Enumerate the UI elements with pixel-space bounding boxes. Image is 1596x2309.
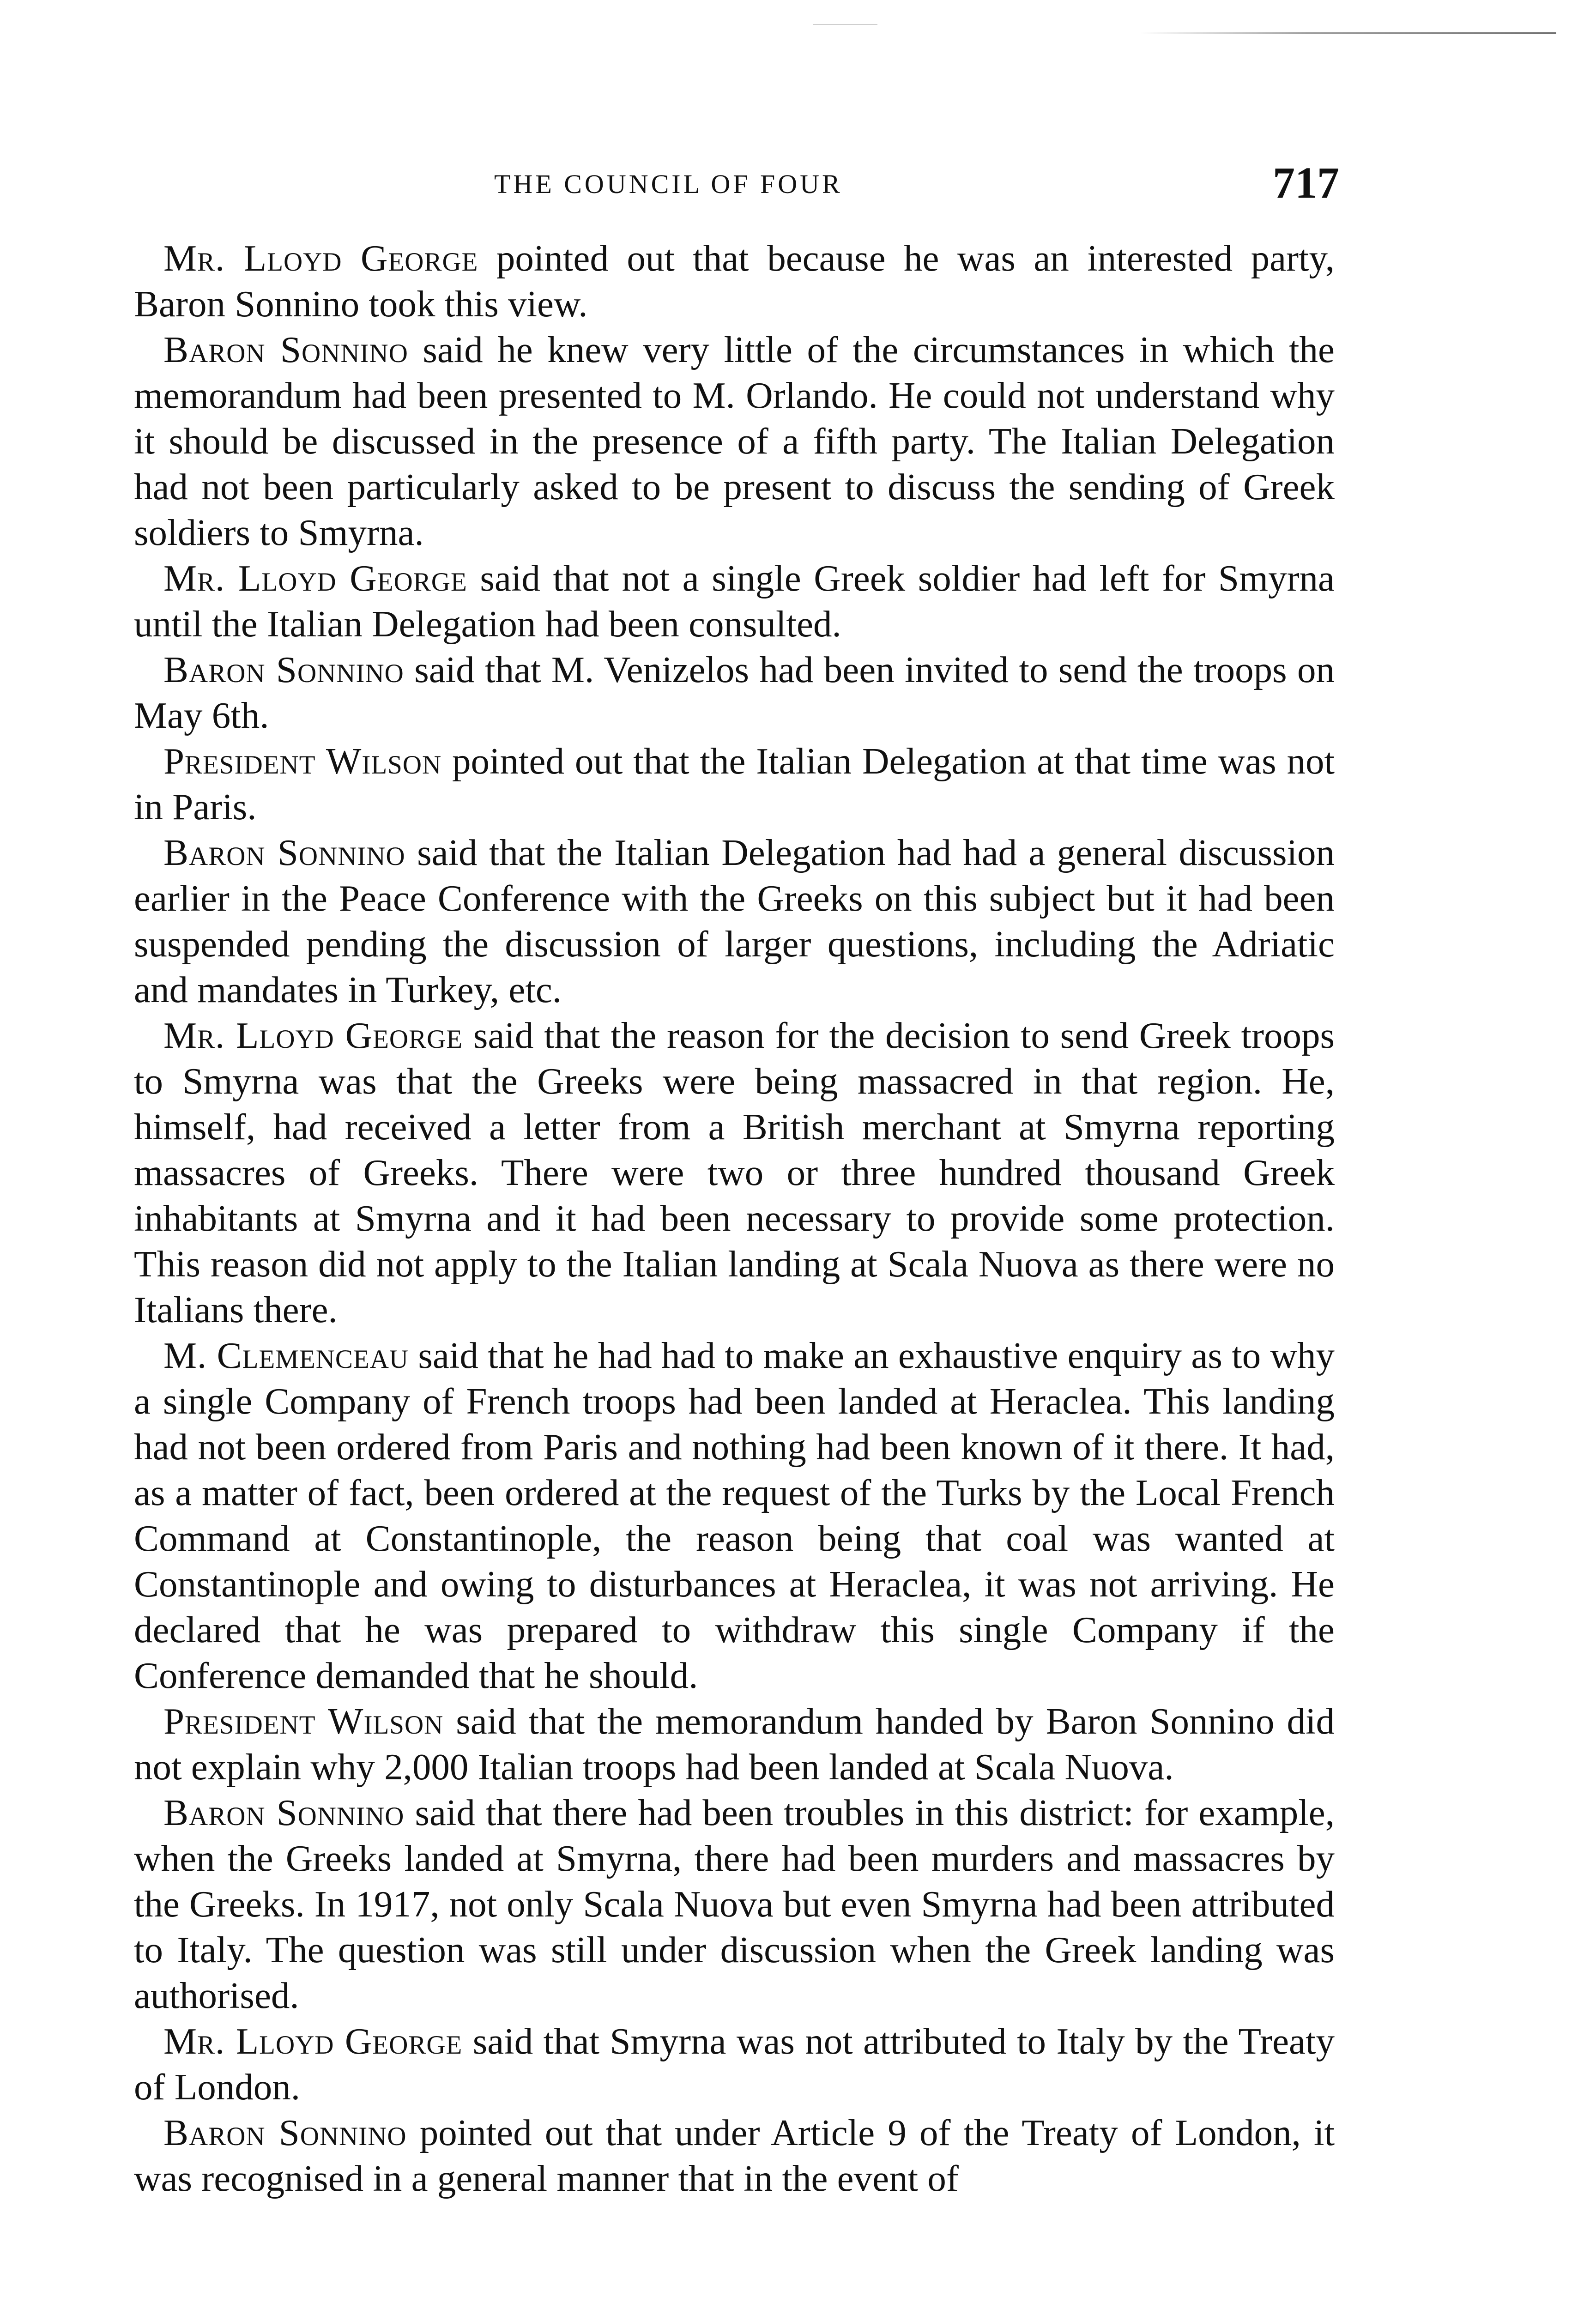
paragraph — [134, 1013, 1335, 1333]
speaker-name: President Wilson — [163, 1700, 444, 1742]
paragraph-text: said that the reason for the decision to send Greek troops to Smyrna was that the Greeks were being massacred in that region. He, himself, had received a letter from a British merchant at Smyrna reporting massacres of Greeks. There were two or three hundred thousand Greek inhabitants at Smyrna and it had been necessary to provide some protection. This reason did not apply to the Italian landing at Scala Nuova as there were no Italians there. — [134, 1015, 1335, 1330]
paragraph — [134, 2110, 1335, 2201]
paragraph-text: pointed out that because he was an interested party, Baron Sonnino took this view. — [134, 237, 1335, 325]
paragraph — [134, 647, 1335, 738]
paragraph-text: said that Smyrna was not attributed to Italy by the Treaty of London. — [134, 2020, 1335, 2108]
paragraph-text: pointed out that under Article 9 of the Treaty of London, it was recognised in a general manner that in the event of — [134, 2112, 1335, 2199]
page-number: 717 — [1273, 158, 1339, 207]
speaker-name: Baron Sonnino — [163, 1792, 405, 1833]
paragraph-text: said that M. Venizelos had been invited to send the troops on May 6th. — [134, 649, 1335, 736]
paragraph — [134, 738, 1335, 830]
speaker-name: President Wilson — [163, 740, 442, 782]
running-head: THE COUNCIL OF FOUR — [494, 169, 843, 199]
page-header — [139, 157, 1339, 217]
scan-artifact-line — [813, 24, 877, 25]
speaker-name: Baron Sonnino — [163, 2112, 407, 2153]
paragraph-text: said that he had had to make an exhaustive enquiry as to why a single Company of French troops had been landed at Heraclea. This landing had not been ordered from Paris and nothing had been known of it there. It had, as a matter of fact, been ordered at the request of the Turks by the Local French Command at Constantinople, the reason being that coal was wanted at Constantinople and owing to disturbances at Heraclea, it was not arriving. He declared that he was prepared to withdraw this single Company if the Conference demanded that he should. — [134, 1335, 1335, 1696]
paragraph-text: pointed out that the Italian Delegation at that time was not in Paris. — [134, 740, 1335, 828]
speaker-name: Baron Sonnino — [163, 649, 404, 690]
speaker-name: Baron Sonnino — [163, 832, 405, 873]
paragraph — [134, 236, 1335, 327]
paragraph — [134, 556, 1335, 647]
paragraph-text: said that the Italian Delegation had had a general discussion earlier in the Peace Conference with the Greeks on this subject but it had been suspended pending the discussion of larger questions, including the Adriatic and mandates in Turkey, etc. — [134, 832, 1335, 1010]
speaker-name: M. Clemenceau — [163, 1335, 409, 1376]
speaker-name: Baron Sonnino — [163, 329, 408, 370]
paragraph — [134, 1333, 1335, 1699]
paragraph — [134, 1699, 1335, 1790]
paragraph — [134, 2019, 1335, 2110]
paragraph — [134, 327, 1335, 556]
paragraph-text: said that the memorandum handed by Baron Sonnino did not explain why 2,000 Italian troops had been landed at Scala Nuova. — [134, 1700, 1335, 1788]
speaker-name: Mr. Lloyd George — [163, 2020, 463, 2062]
speaker-name: Mr. Lloyd George — [163, 1015, 463, 1056]
speaker-name: Mr. Lloyd George — [163, 237, 478, 279]
paragraph-text: said that there had been troubles in this district: for example, when the Greeks landed at Smyrna, there had been murders and massacres by the Greeks. In 1917, not only Scala Nuova but even Smyrna had been attributed to Italy. The question was still under discussion when the Greek landing was authorised. — [134, 1792, 1335, 2016]
paragraph — [134, 1790, 1335, 2019]
body-text — [134, 236, 1335, 2201]
paragraph-text: said that not a single Greek soldier had left for Smyrna until the Italian Delegation had been consulted. — [134, 557, 1335, 645]
paragraph-text: said he knew very little of the circumstances in which the memorandum had been presented to M. Orlando. He could not understand why it should be discussed in the presence of a fifth party. The Italian Delegation had not been particularly asked to be present to discuss the sending of Greek soldiers to Smyrna. — [134, 329, 1335, 553]
scan-artifact-line — [1141, 32, 1556, 34]
paragraph — [134, 830, 1335, 1013]
speaker-name: Mr. Lloyd George — [163, 557, 467, 599]
